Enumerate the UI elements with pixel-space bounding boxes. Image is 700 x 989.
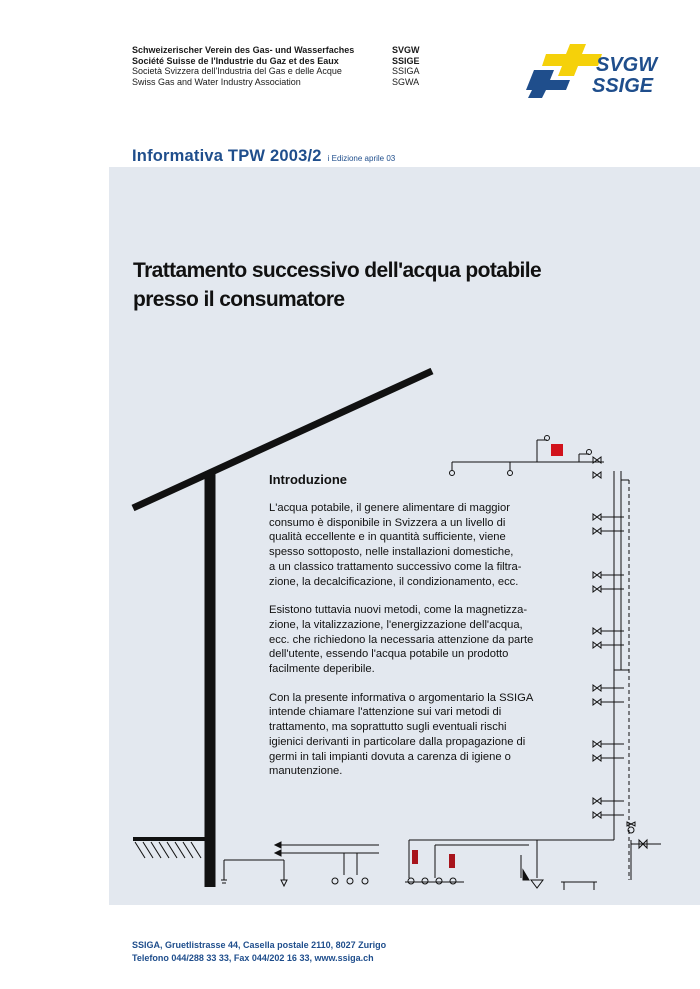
introduction-section [269,472,569,793]
association-names [132,45,432,87]
association-abbr: SGWA [392,76,420,87]
red-component-icon [551,444,563,456]
svgw-cross-logo-icon [526,44,602,98]
intro-heading: Introduzione [269,472,347,487]
series-edition: i Edizione aprile 03 [327,154,396,163]
logo-text-line1: SVGW [596,54,658,76]
association-name: Société Suisse de l'Industrie du Gaz et des Eaux [132,55,339,66]
intro-paragraph: Esistono tuttavia nuovi metodi, come la magnetizza- zione, la vitalizzazione, l'energizzazione dell'acqua, ecc. che richiedono la necessaria attenzione da parte dell'utente, essendo l'acqua potabile un prodotto facilmente deperibile. [269,604,534,676]
association-row [132,77,432,88]
association-name: Società Svizzera dell'Industria del Gas e delle Acque [132,66,342,77]
association-abbr: SSIGA [392,66,420,77]
footer-contact [132,939,386,965]
footer-address: SSIGA, Gruetlistrasse 44, Casella postale 2110, 8027 Zurigo [132,940,387,950]
svgw-logo [526,40,660,98]
association-abbr: SSIGE [392,55,420,66]
association-row [132,56,432,67]
association-name: Swiss Gas and Water Industry Association [132,76,301,87]
document-title [133,256,541,314]
title-line: Trattamento successivo dell'acqua potabile [133,259,542,282]
logo-text-line2: SSIGE [592,75,654,97]
intro-paragraph: L'acqua potabile, il genere alimentare di maggior consumo è disponibile in Svizzera a un livello di qualità eccellente e in quantità sufficiente, viene spesso sottoposto, nelle installazioni domestiche, a un classico trattamento successivo come la filtra- zione, la decalcificazione, il condizionamento, ecc. [269,502,522,588]
filter-cartridge-icon [449,854,455,868]
series-heading [132,147,395,166]
title-line: presso il consumatore [133,288,345,311]
filter-cartridge-icon [412,850,418,864]
association-row [132,66,432,77]
intro-paragraph: Con la presente informativa o argomentario la SSIGA intende chiamare l'attenzione sui vari metodi di trattamento, ma soprattutto sugli eventuali rischi igienici derivanti in particolare dalla propagazione di germi in tali impianti dovuta a carenza di igiene o manutenzione. [269,691,534,778]
footer-phone: Telefono 044/288 33 33, Fax 044/202 16 33, www.ssiga.ch [132,953,374,963]
association-abbr: SVGW [392,45,420,55]
association-name: Schweizerischer Verein des Gas- und Wasserfaches [132,45,355,55]
association-row [132,45,432,56]
series-title: Informativa TPW 2003/2 [132,147,322,165]
